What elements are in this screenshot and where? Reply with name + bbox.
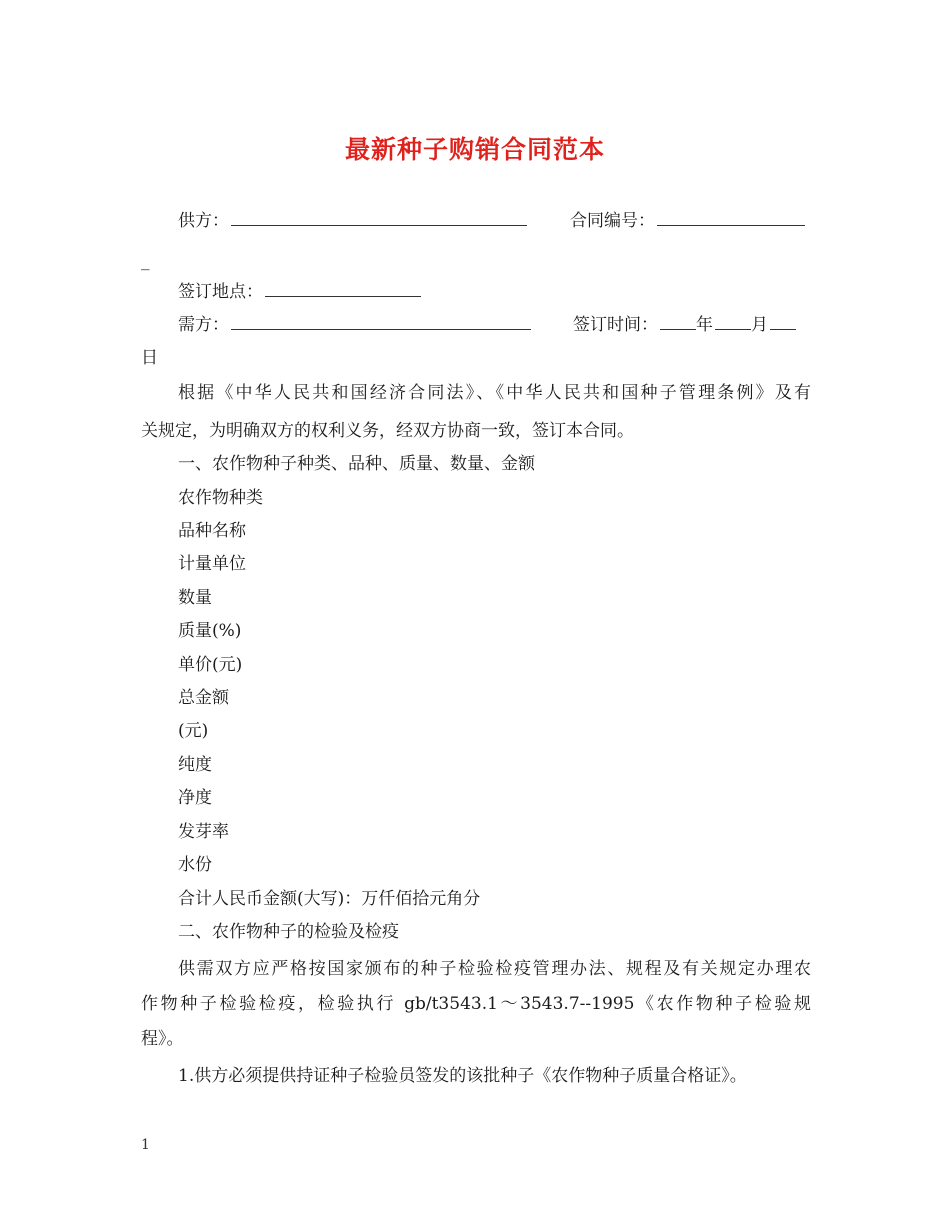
- list-item: 单价(元): [178, 655, 243, 675]
- sign-place-label: 签订地点：: [178, 282, 263, 302]
- clause-1: 1.供方必须提供持证种子检验员签发的该批种子《农作物种子质量合格证》。: [178, 1066, 747, 1086]
- list-item: 质量(%): [178, 621, 242, 641]
- buyer-label: 需方：: [178, 315, 229, 335]
- total-amount-line: 合计人民币金额(大写)：万仟佰拾元角分: [178, 889, 481, 909]
- page-number: 1: [141, 1137, 150, 1153]
- supplier-blank: [231, 209, 527, 226]
- year-label: 年: [696, 315, 713, 335]
- section-2-title: 二、农作物种子的检验及检疫: [178, 922, 399, 942]
- contract-no-blank: [657, 209, 805, 226]
- list-item: 水份: [178, 855, 212, 875]
- sign-time-label: 签订时间：: [573, 315, 658, 335]
- list-item: 净度: [178, 788, 212, 808]
- document-title: 最新种子购销合同范本: [344, 135, 605, 164]
- list-item: 农作物种类: [178, 488, 263, 508]
- list-item: 发芽率: [178, 822, 229, 842]
- supplier-label: 供方：: [178, 211, 229, 231]
- list-item: 品种名称: [178, 521, 246, 541]
- sign-time-row: [573, 313, 796, 336]
- day-label: 日: [141, 348, 158, 368]
- section-2-line-2: 作物种子检验检疫，检验执行 gb/t3543.1～3543.7--1995《农作物种子检验规: [141, 994, 811, 1014]
- trailing-mark: _: [141, 251, 150, 271]
- list-item: 纯度: [178, 755, 212, 775]
- supplier-row: [178, 209, 527, 232]
- section-2-line-1: 供需双方应严格按国家颁布的种子检验检疫管理办法、规程及有关规定办理农: [178, 959, 811, 979]
- year-blank: [660, 313, 696, 330]
- month-label: 月: [751, 315, 768, 335]
- list-item: 数量: [178, 588, 212, 608]
- intro-line-1: 根据《中华人民共和国经济合同法》、《中华人民共和国种子管理条例》及有: [178, 383, 811, 403]
- intro-line-2: 关规定，为明确双方的权利义务，经双方协商一致，签订本合同。: [141, 421, 634, 441]
- day-blank: [770, 313, 796, 330]
- section-1-title: 一、农作物种子种类、品种、质量、数量、金额: [178, 454, 535, 474]
- sign-place-blank: [265, 280, 421, 297]
- contract-no-row: [570, 209, 805, 232]
- contract-no-label: 合同编号：: [570, 211, 655, 231]
- sign-place-row: [178, 280, 421, 303]
- list-item: (元): [178, 721, 209, 741]
- list-item: 计量单位: [178, 554, 246, 574]
- month-blank: [715, 313, 751, 330]
- buyer-blank: [231, 313, 531, 330]
- section-2-line-3: 程》。: [141, 1029, 184, 1049]
- buyer-row: [178, 313, 531, 336]
- list-item: 总金额: [178, 688, 229, 708]
